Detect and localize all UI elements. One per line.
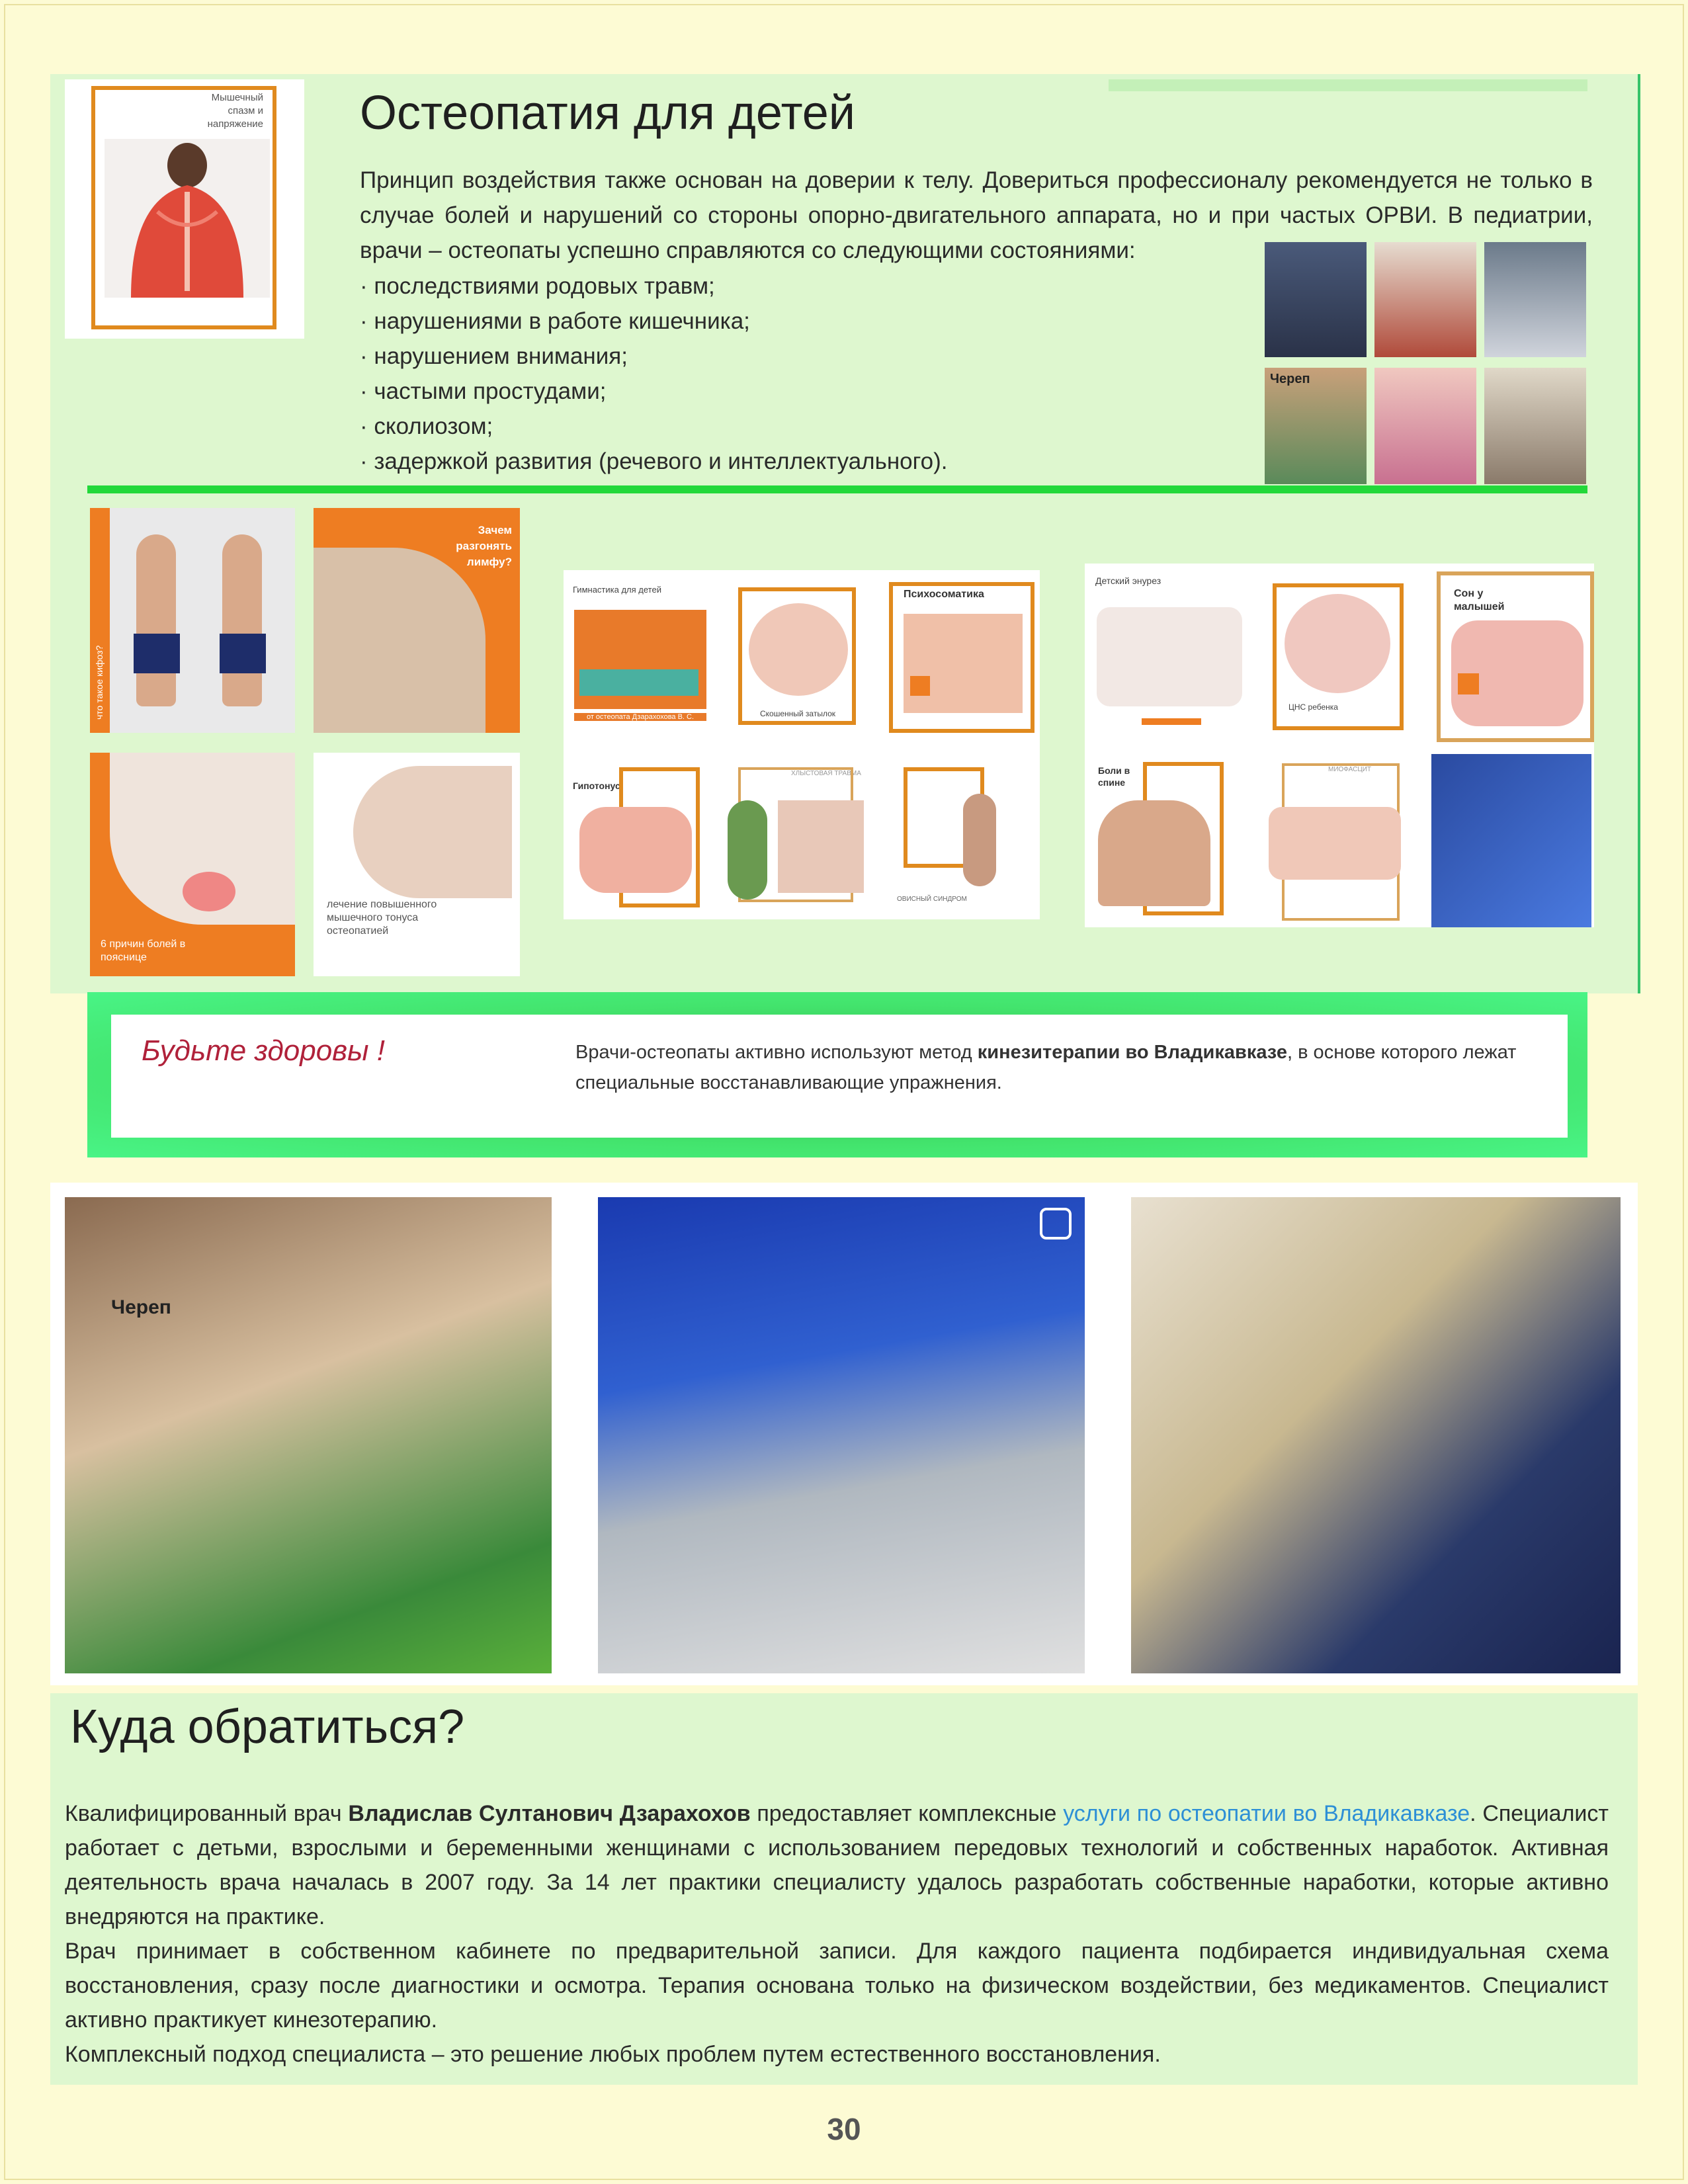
photo-label: Череп <box>1270 372 1310 386</box>
card-side-text: что такое кифоз? <box>94 645 105 720</box>
banner-text-start: Врачи-остеопаты активно используют метод <box>575 1042 978 1063</box>
flat-skull-card <box>725 577 870 738</box>
list-item: · нарушениями в работе кишечника; <box>360 308 750 334</box>
slogan: Будьте здоровы ! <box>142 1034 385 1067</box>
text: предоставляет комплексные <box>750 1801 1064 1826</box>
syndrome-card <box>884 754 1038 915</box>
card-caption: ЦНС ребенка <box>1288 702 1338 712</box>
grid-photo <box>1265 242 1367 357</box>
card-title: Боли в спине <box>1098 765 1130 788</box>
osteopathy-services-link[interactable]: услуги по остеопатии во Владикавказе <box>1063 1801 1470 1826</box>
psychosomatics-card <box>884 577 1038 738</box>
list-item: · нарушением внимания; <box>360 343 628 369</box>
muscle-spasm-thumbnail <box>65 79 304 339</box>
reels-icon <box>1040 1208 1072 1239</box>
hypotonus-card <box>566 754 712 915</box>
myofascitis-card <box>1262 754 1418 925</box>
back-muscles-illustration <box>105 139 270 298</box>
poster-board-photo <box>1431 754 1591 927</box>
banner-text-bold: кинезитерапии во Владикавказе <box>977 1042 1287 1063</box>
list-item: · задержкой развития (речевого и интеллектуального). <box>360 448 948 474</box>
card-title: МИОФАСЦИТ <box>1328 766 1372 773</box>
banner <box>111 1015 1568 1138</box>
card-caption: от остеопата Дзарахохова В. С. <box>574 713 706 721</box>
green-divider <box>87 485 1587 493</box>
photo-label: Череп <box>111 1296 171 1318</box>
grid-photo <box>1484 368 1586 484</box>
page-number: 30 <box>827 2112 861 2146</box>
grid-photo <box>1374 368 1476 484</box>
list-item: · последствиями родовых травм; <box>360 273 715 299</box>
list-item: · сколиозом; <box>360 413 493 439</box>
doctor-name: Владислав Султанович Дзарахохов <box>348 1801 751 1826</box>
section-title: Остеопатия для детей <box>360 87 856 140</box>
top-accent-bar <box>1109 79 1587 91</box>
grid-photo <box>1374 242 1476 357</box>
list-item: · частыми простудами; <box>360 378 607 404</box>
card-title: 6 причин болей в пояснице <box>101 939 186 963</box>
cns-card <box>1262 567 1418 743</box>
card-title: Зачем разгонять лимфу? <box>456 524 512 568</box>
card-title: Гипотонус <box>573 780 620 791</box>
baby-sleep-card <box>1431 567 1591 743</box>
treatment-photo <box>1131 1197 1621 1673</box>
card-caption: ОВИСНЫЙ СИНДРОМ <box>897 896 967 903</box>
card-title: Детский энурез <box>1095 575 1161 586</box>
text: Квалифицированный врач <box>65 1801 349 1826</box>
card-title: Сон у малышей <box>1454 588 1505 612</box>
card-caption: Скошенный затылок <box>759 709 836 718</box>
grid-photo <box>1484 242 1586 357</box>
card-title: лечение повышенного мышечного тонуса остеопатией <box>327 899 437 937</box>
contact-text <box>65 1796 1609 2072</box>
thumbnail-caption: Мышечный спазм и напряжение <box>207 92 263 130</box>
grid-photo <box>1265 368 1367 484</box>
treatment-photos <box>50 1183 1638 1685</box>
banner-text-end: , в основе которого лежат специальные восстанавливающие упражнения. <box>575 1042 1517 1093</box>
paragraph: Комплексный подход специалиста – это решение любых проблем путем естественного восстановления. <box>65 2042 1161 2067</box>
whiplash-card <box>725 754 870 915</box>
intro-text: Принцип воздействия также основан на доверии к телу. Довериться профессионалу рекомендуется не только в случае болей и нарушений со стороны опорно-двигательного аппарата, но и при частых ОРВИ. В педиатрии, врачи – остеопаты успешно справляются со следующими состояниями: <box>360 167 1593 263</box>
enuresis-card <box>1089 567 1246 743</box>
paragraph: Врач принимает в собственном кабинете по предварительной записи. Для каждого пациента подбирается индивидуальная схема восстановления, сразу после диагностики и осмотра. Терапия основана только на физическом воздействии, без медикаментов. Специалист активно практикует кинезотерапию. <box>65 1939 1609 2033</box>
lymph-card <box>314 508 520 733</box>
treatment-photo <box>65 1197 552 1673</box>
posture-card <box>90 508 295 733</box>
text: . Специалист работает с детьми, взрослыми и беременными женщинами с использованием передовых технологий и собственных наработок. Активная деятельность врача началась в 2007 году. За 14 лет практики специалисту удалось разработать собственные наработки, которые активно внедряются на практике. <box>65 1801 1609 1929</box>
card-title: ХЛЫСТОВАЯ ТРАВМА <box>791 770 861 777</box>
gymnastics-card <box>566 577 712 738</box>
banner-text <box>575 1037 1528 1098</box>
back-pain-card <box>90 753 295 976</box>
back-pain-right-card <box>1089 754 1246 925</box>
card-title: Гимнастика для детей <box>573 585 661 595</box>
treatment-photo <box>598 1197 1085 1673</box>
muscle-tone-card <box>314 753 520 976</box>
card-title: Психосоматика <box>904 589 984 600</box>
contact-title: Куда обратиться? <box>70 1701 465 1753</box>
